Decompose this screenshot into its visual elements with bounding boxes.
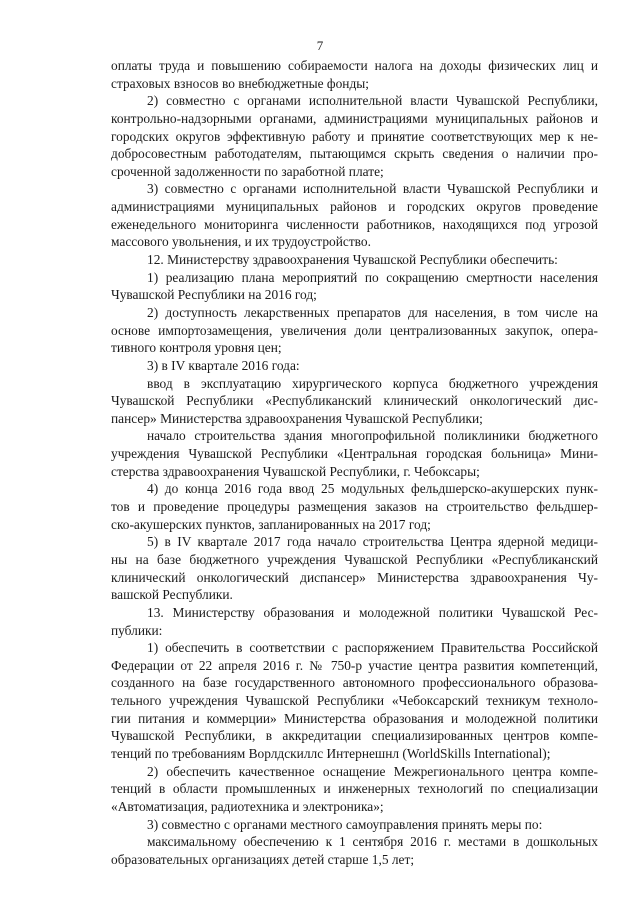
text-line: 13. Министерству образования и молодежной политики Чувашской Рес-: [147, 604, 598, 620]
text-line: пансер» Министерства здравоохранения Чувашской Республики;: [111, 410, 483, 426]
text-line: городских округов эффективную работу и принятие соответствующих мер к не-: [111, 128, 598, 144]
text-line: тенций в области промышленных и инженерных технологий по специализации: [111, 781, 598, 797]
text-line: страховых взносов во внебюджетные фонды;: [111, 75, 370, 91]
text-line: клинический онкологический диспансер» Министерства здравоохранения Чу-: [111, 569, 598, 585]
text-line: 2) обеспечить качественное оснащение Межрегионального центра компе-: [147, 763, 598, 779]
text-line: гии питания и коммерции» Министерства образования и молодежной политики: [111, 710, 598, 726]
text-line: тов и проведение процедуры размещения заказов на строительство фельдшер-: [111, 499, 598, 515]
text-line: тенций по требованиям Ворлдскиллс Интернешнл (WorldSkills International);: [111, 745, 551, 761]
text-line: вашской Республики.: [111, 587, 233, 603]
text-line: созданного на базе государственного автономного профессионального образова-: [111, 675, 598, 691]
text-line: 1) обеспечить в соответствии с распоряжением Правительства Российской: [147, 640, 598, 656]
text-line: еженедельного мониторинга численности работников, находящихся под угрозой: [111, 216, 598, 232]
text-line: образовательных организациях детей старше 1,5 лет;: [111, 851, 415, 867]
text-line: администрациями муниципальных районов и городских округов проведение: [111, 199, 598, 215]
text-line: контрольно-надзорными органами, администрациями муниципальных районов и: [111, 110, 598, 126]
text-line: Федерации от 22 апреля 2016 г. № 750-р участие центра развития компетенций,: [111, 657, 598, 673]
text-line: основе импортозамещения, увеличения доли централизованных закупок, опера-: [111, 322, 598, 338]
text-line: сроченной задолженности по заработной плате;: [111, 163, 384, 179]
text-line: учреждения Чувашской Республики «Центральная городская больница» Мини-: [111, 446, 598, 462]
text-line: оплаты труда и повышению собираемости налога на доходы физических лиц и: [111, 58, 598, 73]
text-line: 1) реализацию плана мероприятий по сокращению смертности населения: [147, 269, 598, 285]
text-line: Чувашской Республики на 2016 год;: [111, 287, 317, 303]
text-line: 4) до конца 2016 года ввод 25 модульных фельдшерско-акушерских пунк-: [147, 481, 598, 497]
text-line: ны на базе бюджетного учреждения Чувашской Республики «Республиканский: [111, 551, 598, 567]
text-line: публики:: [111, 622, 163, 638]
text-line: 3) совместно с органами местного самоуправления принять меры по:: [147, 816, 543, 832]
text-line: 3) совместно с органами исполнительной власти Чувашской Республики и: [147, 181, 598, 197]
text-line: ввод в эксплуатацию хирургического корпуса бюджетного учреждения: [147, 375, 598, 391]
text-line: 2) совместно с органами исполнительной власти Чувашской Республики,: [147, 93, 598, 109]
text-line: 12. Министерству здравоохранения Чувашской Республики обеспечить:: [147, 252, 558, 268]
text-line: стерства здравоохранения Чувашской Республики, г. Чебоксары;: [111, 463, 480, 479]
text-line: максимальному обеспечению к 1 сентября 2016 г. местами в дошкольных: [147, 834, 598, 850]
document-body: [111, 57, 598, 868]
text-line: тивного контроля уровня цен;: [111, 340, 282, 356]
text-line: начало строительства здания многопрофильной поликлиники бюджетного: [147, 428, 598, 444]
text-line: добросовестным работодателям, пытающимся скрыть сведения о наличии про-: [111, 146, 598, 162]
text-line: 2) доступность лекарственных препаратов для населения, в том числе на: [147, 304, 598, 320]
text-line: ско-акушерских пунктов, запланированных на 2017 год;: [111, 516, 431, 532]
text-line: 5) в IV квартале 2017 года начало строительства Центра ядерной медици-: [147, 534, 598, 550]
page-number: 7: [316, 38, 324, 53]
text-line: «Автоматизация, радиотехника и электроника»;: [111, 798, 384, 814]
text-line: Чувашской Республики, в аккредитации специализированных центров компе-: [111, 728, 598, 744]
text-line: Чувашской Республики «Республиканский клинический онкологический дис-: [111, 393, 598, 409]
text-line: тельного учреждения Чувашской Республики «Чебоксарский техникум техноло-: [111, 693, 598, 709]
text-line: массового увольнения, и их трудоустройство.: [111, 234, 371, 250]
text-line: 3) в IV квартале 2016 года:: [147, 357, 300, 373]
